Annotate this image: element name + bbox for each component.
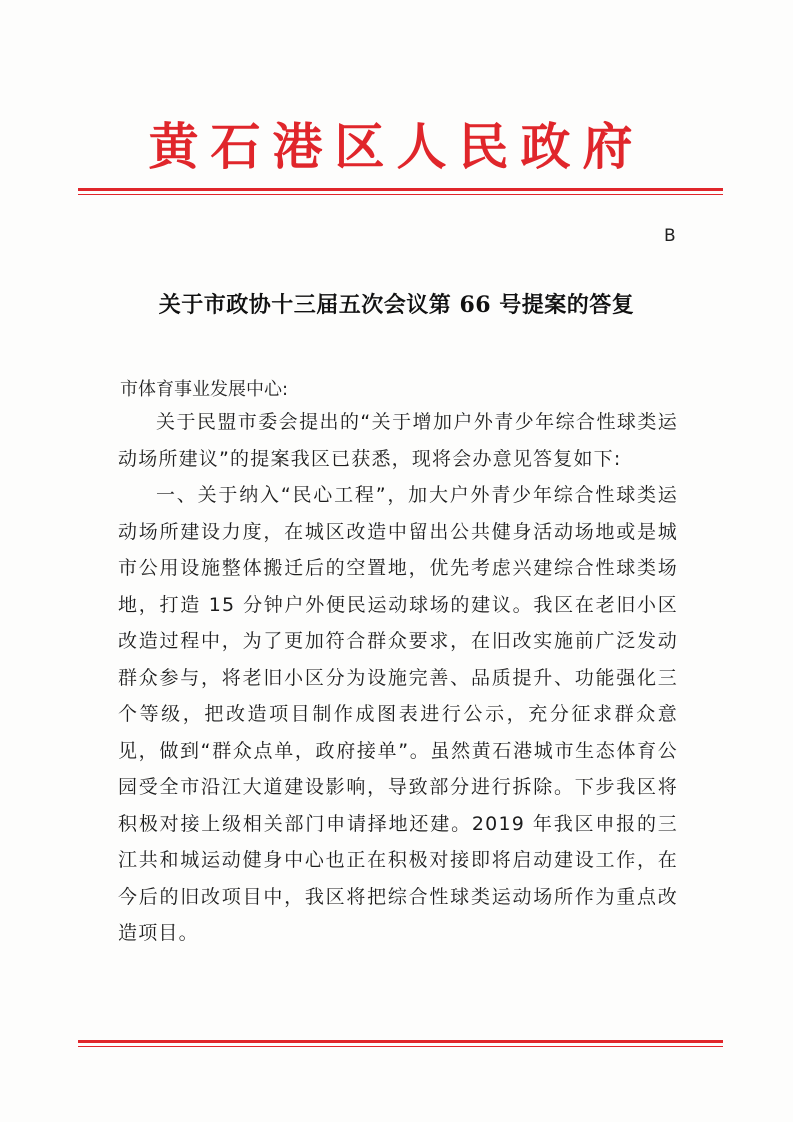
letterhead-title: 黄石港区人民政府 <box>148 117 645 176</box>
header-red-rule <box>78 188 723 191</box>
document-mark: B <box>664 226 676 246</box>
document-body <box>118 404 678 952</box>
paragraph-intro: 关于民盟市委会提出的“关于增加户外青少年综合性球类运动场所建议”的提案我区已获悉，现将会办意见答复如下: <box>118 411 678 470</box>
paragraph-item-1: 一、关于纳入“民心工程”，加大户外青少年综合性球类运动场所建设力度，在城区改造中留出公共健身活动场地或是城市公用设施整体搬迁后的空置地，优先考虑兴建综合性球类场地，打造 15 分钟户外便民运动球场的建议。我区在老旧小区改造过程中，为了更加符合群众要求，在旧改实施前广泛发动群众参与，将老旧小区分为设施完善、品质提升、功能强化三个等级，把改造项目制作成图表进行公示，充分征求群众意见，做到“群众点单，政府接单”。虽然黄石港城市生态体育公园受全市沿江大道建设影响，导致部分进行拆除。下步我区将积极对接上级相关部门申请择地还建。2019 年我区申报的三江共和城运动健身中心也正在积极对接即将启动建设工作，在今后的旧改项目中，我区将把综合性球类运动场所作为重点改造项目。 <box>118 484 678 944</box>
document-title: 关于市政协十三届五次会议第 66 号提案的答复 <box>158 292 635 318</box>
footer-red-rule <box>78 1040 723 1043</box>
recipient-line: 市体育事业发展中心: <box>120 379 289 400</box>
footer-red-rule-thin <box>78 1046 723 1047</box>
header-red-rule-thin <box>78 194 723 195</box>
